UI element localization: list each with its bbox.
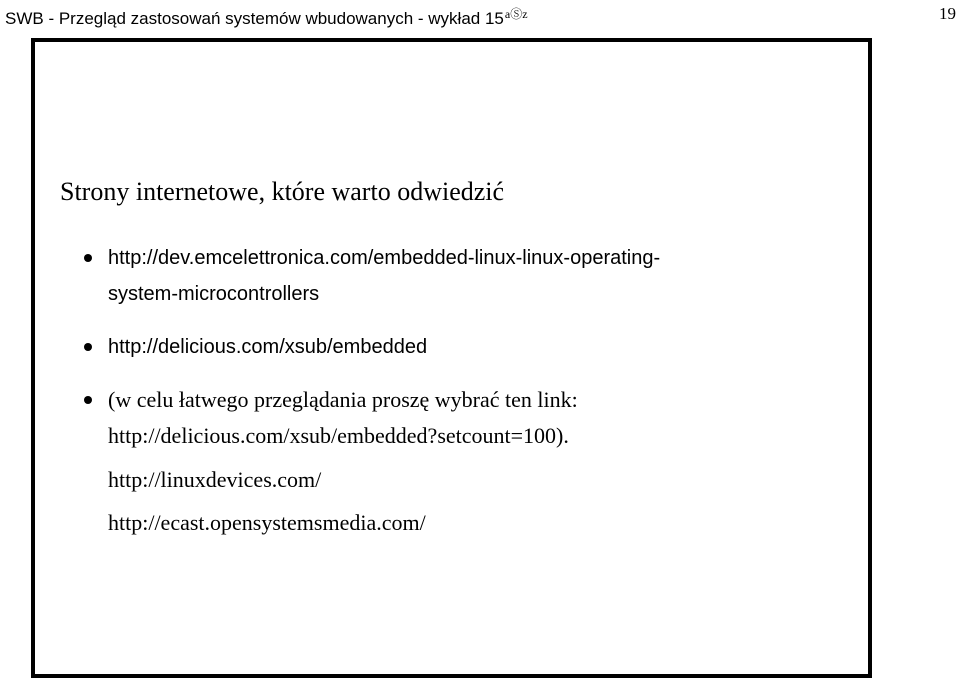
bullet-icon bbox=[84, 343, 92, 351]
list-item-link[interactable]: http://delicious.com/xsub/embedded?setcount=100). bbox=[108, 423, 569, 448]
slide-title: Strony internetowe, które warto odwiedzić bbox=[60, 177, 505, 206]
header-title-text: SWB - Przegląd zastosowań systemów wbudowanych - wykład 15 bbox=[5, 9, 504, 28]
header-title bbox=[5, 4, 528, 29]
bullet-icon bbox=[84, 254, 92, 262]
header-superscript: aⓈz bbox=[504, 7, 528, 21]
bullet-icon bbox=[84, 396, 92, 404]
list-item-link[interactable]: http://dev.emcelettronica.com/embedded-linux-linux-operating- bbox=[108, 247, 661, 269]
list-item-link[interactable]: http://linuxdevices.com/ bbox=[108, 467, 322, 492]
list-item-link[interactable]: http://ecast.opensystemsmedia.com/ bbox=[108, 510, 426, 535]
page-number: 19 bbox=[939, 4, 956, 23]
list-item-text: (w celu łatwego przeglądania proszę wybrać ten link: bbox=[108, 387, 578, 412]
list-item-link-continuation[interactable]: system-microcontrollers bbox=[108, 283, 320, 305]
list-item-link[interactable]: http://delicious.com/xsub/embedded bbox=[108, 336, 428, 358]
